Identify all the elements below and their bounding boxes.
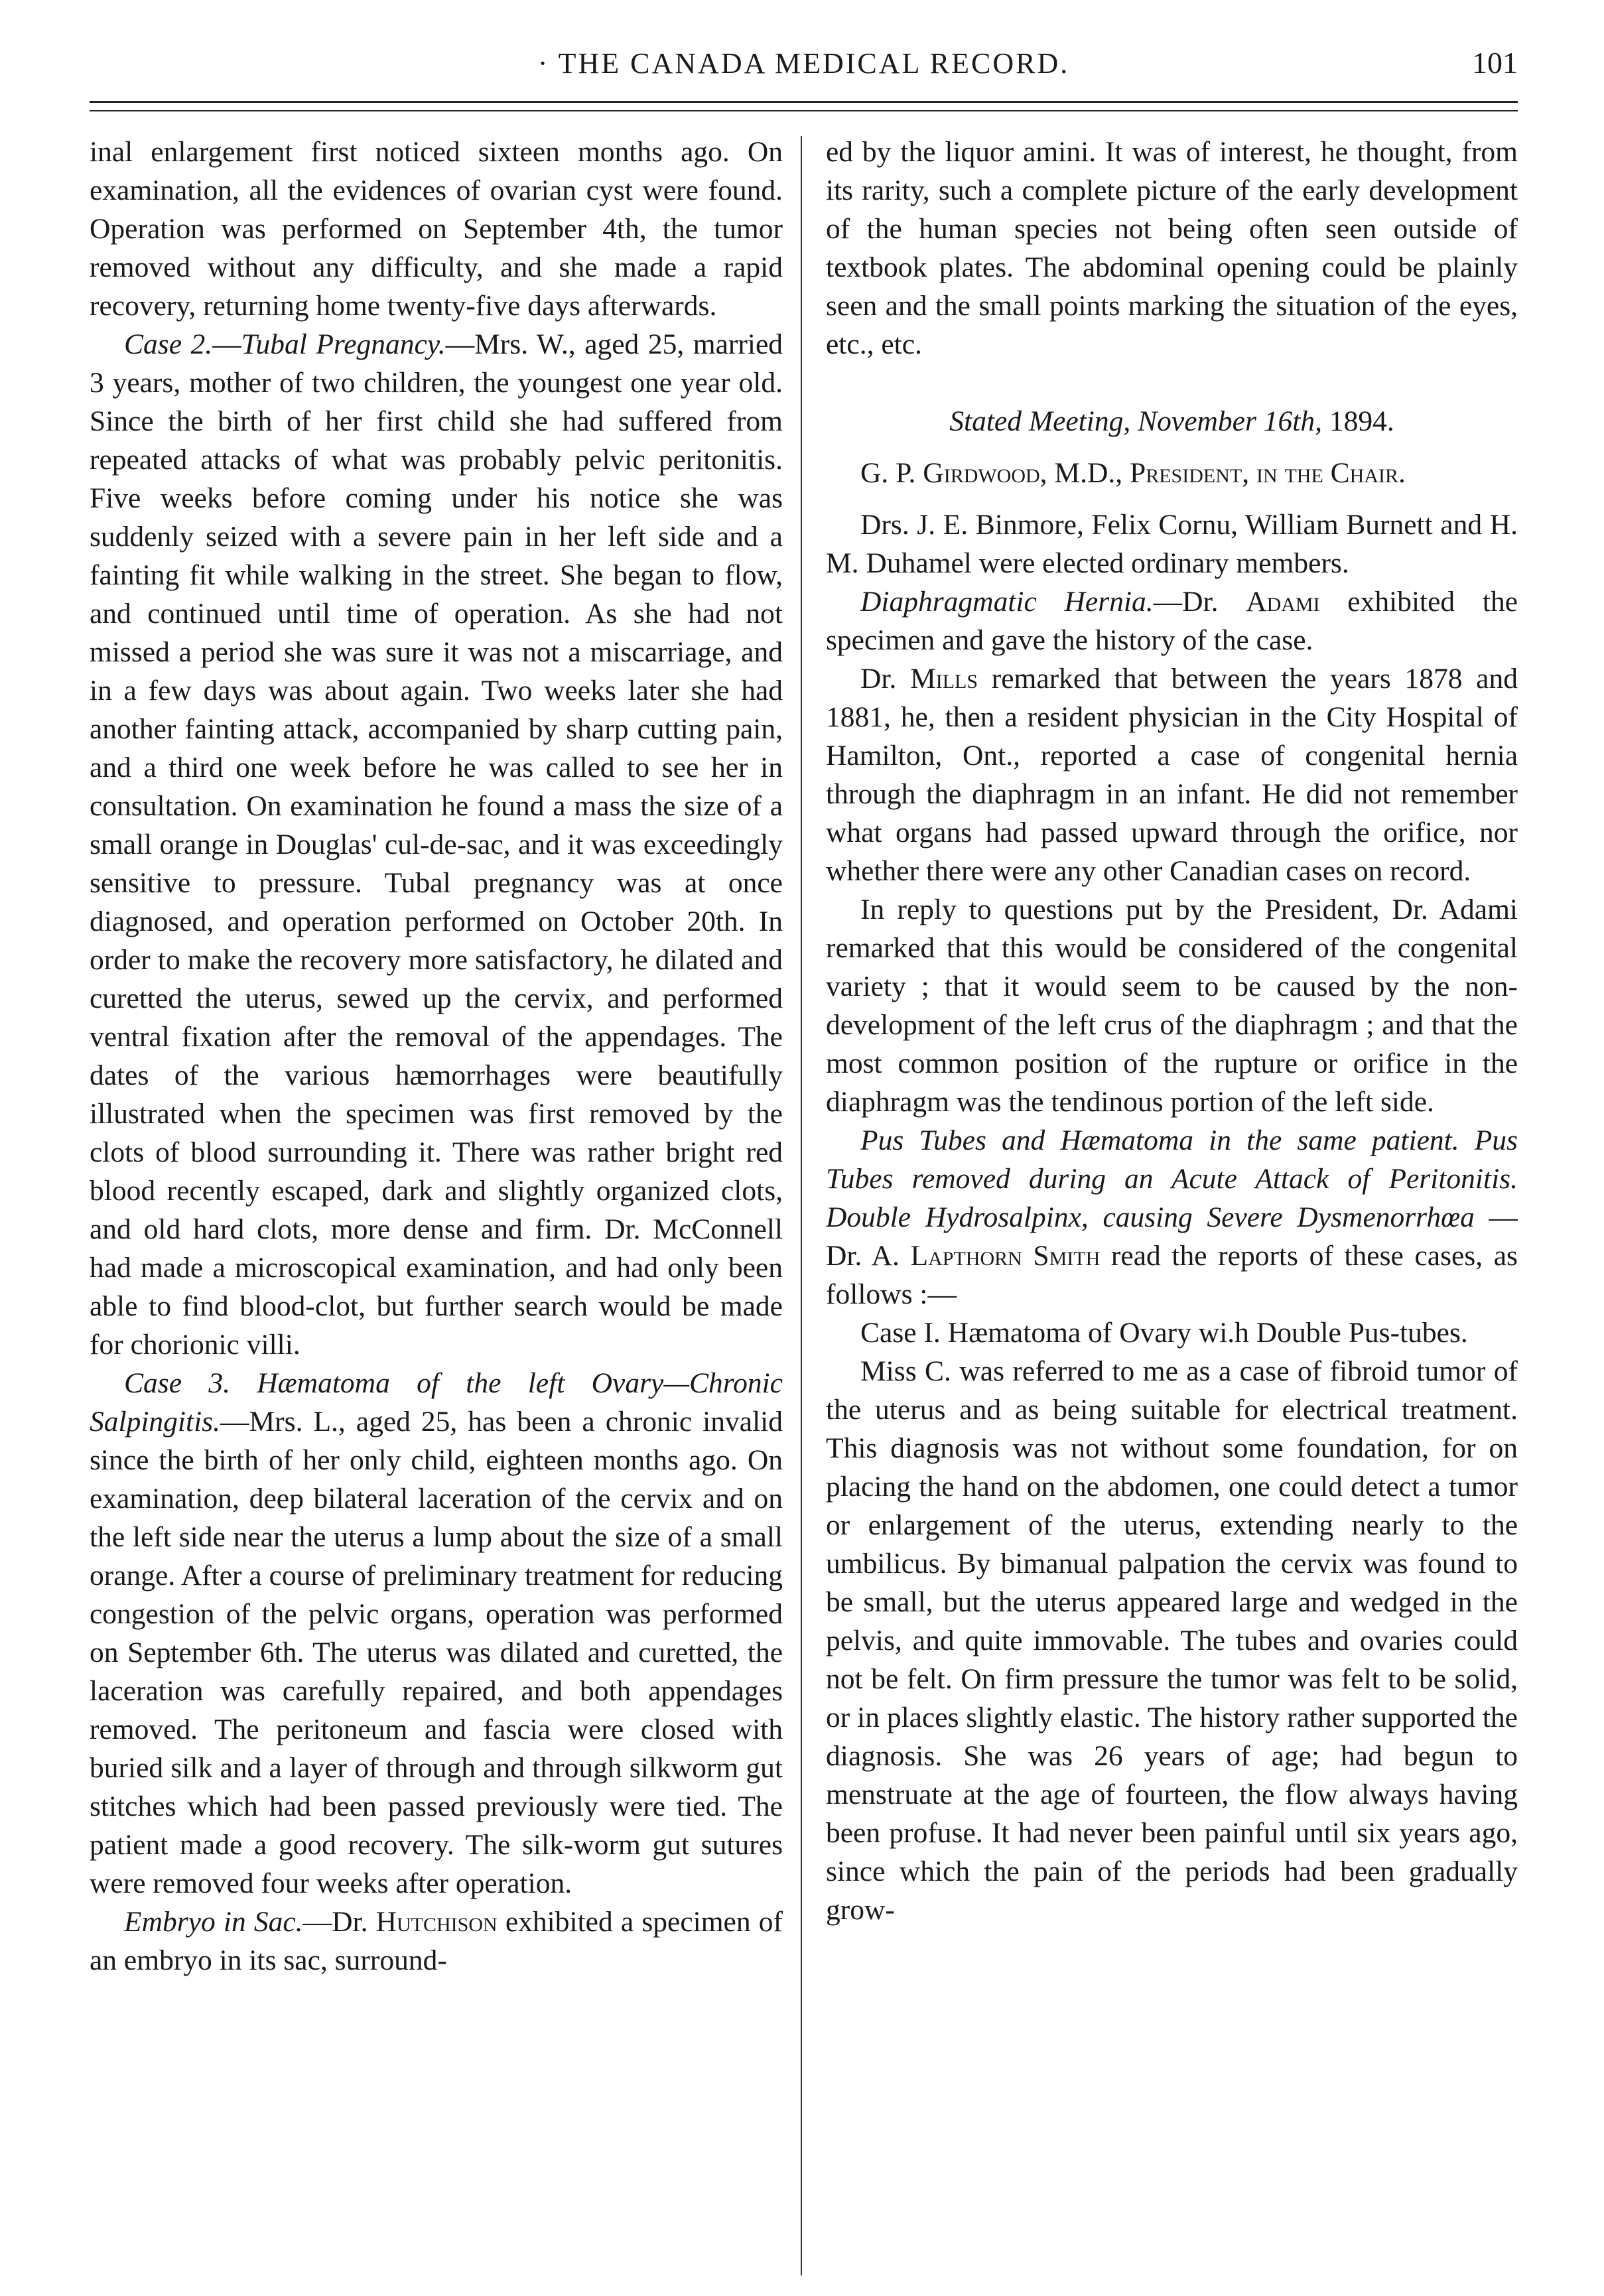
page-number: 101 (1472, 46, 1518, 80)
hernia-body: exhibited the specimen and gave the history of the case. (826, 586, 1518, 656)
embryo-title: Embryo in Sac. (124, 1906, 303, 1938)
pus-tubes-title: Pus Tubes and Hæmatoma in the same patient. Pus Tubes removed during an Acute Attack of Peritonitis. Double Hydrosalpinx, causing Severe Dysmenorrhœa (826, 1124, 1518, 1233)
paragraph-case-2 (90, 325, 783, 1364)
paragraph-case-1-end: inal enlargement first noticed sixteen months ago. On examination, all the evidences of ovarian cyst were found. Operation was performed on September 4th, the tumor removed without any difficulty, and she made a rapid recovery, returning home twenty-five days afterwards. (90, 136, 783, 322)
paragraph-new-members: Drs. J. E. Binmore, Felix Cornu, William Burnett and H. M. Duhamel were elected ordinary members. (826, 509, 1518, 579)
case-3-body: —Mrs. L., aged 25, has been a chronic invalid since the birth of her only child, eighteen months ago. On examination, deep bilateral laceration of the cervix and on the left side near the uterus a lump about the size of a small orange. After a course of preliminary treatment for reducing congestion of the pelvic organs, operation was performed on September 6th. The uterus was dilated and curetted, the laceration was carefully repaired, and both appendages removed. The peritoneum and fascia were closed with buried silk and a layer of through and through silkworm gut stitches which had been passed previously were tied. The patient made a good recovery. The silk-worm gut sutures were removed four weeks after operation. (90, 1406, 783, 1899)
case-2-title: Tubal Pregnancy. (241, 328, 446, 360)
hernia-dash: —Dr. (1153, 586, 1246, 618)
chair-line: G. P. Girdwood, M.D., President, in the Chair. (860, 457, 1406, 489)
embryo-dash: —Dr. (302, 1906, 376, 1938)
paragraph-case-3 (90, 1364, 783, 1903)
paragraph-adami-reply: In reply to questions put by the President, Dr. Adami remarked that this would be considered of the congenital variety ; that it would seem to be caused by the non-development of the left crus of the diaphragm ; and that the most common position of the rupture or orifice in the diaphragm was the tendinous portion of the left side. (826, 894, 1518, 1118)
pus-tubes-doctor-name: Lapthorn Smith (910, 1240, 1101, 1272)
embryo-body: exhibited a specimen of an embryo in its sac, surround- (90, 1906, 783, 1976)
paragraph-embryo (90, 1903, 783, 1980)
paragraph-case-i-heading: Case I. Hæmatoma of Ovary wi.h Double Pus-tubes. (860, 1317, 1468, 1349)
pus-tubes-body: read the reports of these cases, as follows :— (826, 1240, 1518, 1310)
paragraph-pus-tubes (826, 1121, 1518, 1314)
paragraph-mills (826, 659, 1518, 890)
left-column (90, 133, 783, 2275)
case-2-label: Case 2. (124, 328, 213, 360)
meeting-year: 1894. (1322, 405, 1394, 437)
mills-dr: Dr. (860, 663, 911, 695)
meeting-title: Stated Meeting, November 16th, (949, 405, 1322, 437)
paragraph-hernia (826, 582, 1518, 659)
running-header (90, 33, 1518, 93)
pus-tubes-dash: —Dr. A. (826, 1201, 1518, 1272)
case-3-title: Hæmatoma of the left Ovary—Chronic Salpingitis. (90, 1367, 783, 1438)
mills-name: Mills (910, 663, 978, 695)
header-rule-bottom (90, 110, 1518, 111)
case-2-body: —Mrs. W., aged 25, married 3 years, mother of two children, the youngest one year old. Since the birth of her first child she had suffered from repeated attacks of what was probably pelvic peritonitis. Five weeks before coming under his notice she was suddenly seized with a severe pain in her left side and a fainting fit while walking in the street. She began to flow, and continued until time of operation. As she had not missed a period she was sure it was not a miscarriage, and in a few days was about again. Two weeks later she had another fainting attack, accompanied by sharp cutting pain, and a third one week before he was called to see her in consultation. On examination he found a mass the size of a small orange in Douglas' cul-de-sac, and it was exceedingly sensitive to pressure. Tubal pregnancy was at once diagnosed, and operation performed on October 20th. In order to make the recovery more satisfactory, he dilated and curetted the uterus, sewed up the cervix, and performed ventral fixation after the removal of the appendages. The dates of the various hæmorrhages were beautifully illustrated when the specimen was first removed by the clots of blood surrounding it. There was rather bright red blood recently escaped, dark and slightly organized clots, and old hard clots, more dense and firm. Dr. McConnell had made a microscopical examination, and had only been able to find blood-clot, but further search would be made for chorionic villi. (90, 328, 783, 1361)
right-column (826, 133, 1518, 2275)
journal-title: · THE CANADA MEDICAL RECORD. (537, 47, 1070, 80)
header-rule-top (90, 101, 1518, 103)
case-2-dash: — (212, 328, 241, 360)
hernia-title: Diaphragmatic Hernia. (860, 586, 1154, 618)
mills-body: remarked that between the years 1878 and 1881, he, then a resident physician in the City Hospital of Hamilton, Ont., reported a case of congenital hernia through the diaphragm in an infant. He did not remember what organs had passed upward through the orifice, nor whether there were any other Canadian cases on record. (826, 663, 1518, 887)
meeting-heading (826, 402, 1518, 440)
paragraph-embryo-continued: ed by the liquor amini. It was of interest, he thought, from its rarity, such a complete picture of the early development of the human species not being often seen outside of textbook plates. The abdominal opening could be plainly seen and the small points marking the situation of the eyes, etc., etc. (826, 136, 1518, 360)
paragraph-miss-c: Miss C. was referred to me as a case of fibroid tumor of the uterus and as being suitable for electrical treatment. This diagnosis was not without some foundation, for on placing the hand on the abdomen, one could detect a tumor or enlargement of the uterus, extending nearly to the umbilicus. By bimanual palpation the cervix was found to be small, but the uterus appeared large and wedged in the pelvis, and quite immovable. The tubes and ovaries could not be felt. On firm pressure the tumor was felt to be solid, or in places slightly elastic. The history rather supported the diagnosis. She was 26 years of age; had begun to menstruate at the age of fourteen, the flow always having been profuse. It had never been painful until six years ago, since which the pain of the periods had been gradually grow- (826, 1355, 1518, 1926)
hernia-doctor-name: Adami (1246, 586, 1320, 618)
column-divider (801, 136, 802, 2275)
case-3-label: Case 3. (124, 1367, 230, 1399)
embryo-doctor-name: Hutchison (375, 1906, 498, 1938)
